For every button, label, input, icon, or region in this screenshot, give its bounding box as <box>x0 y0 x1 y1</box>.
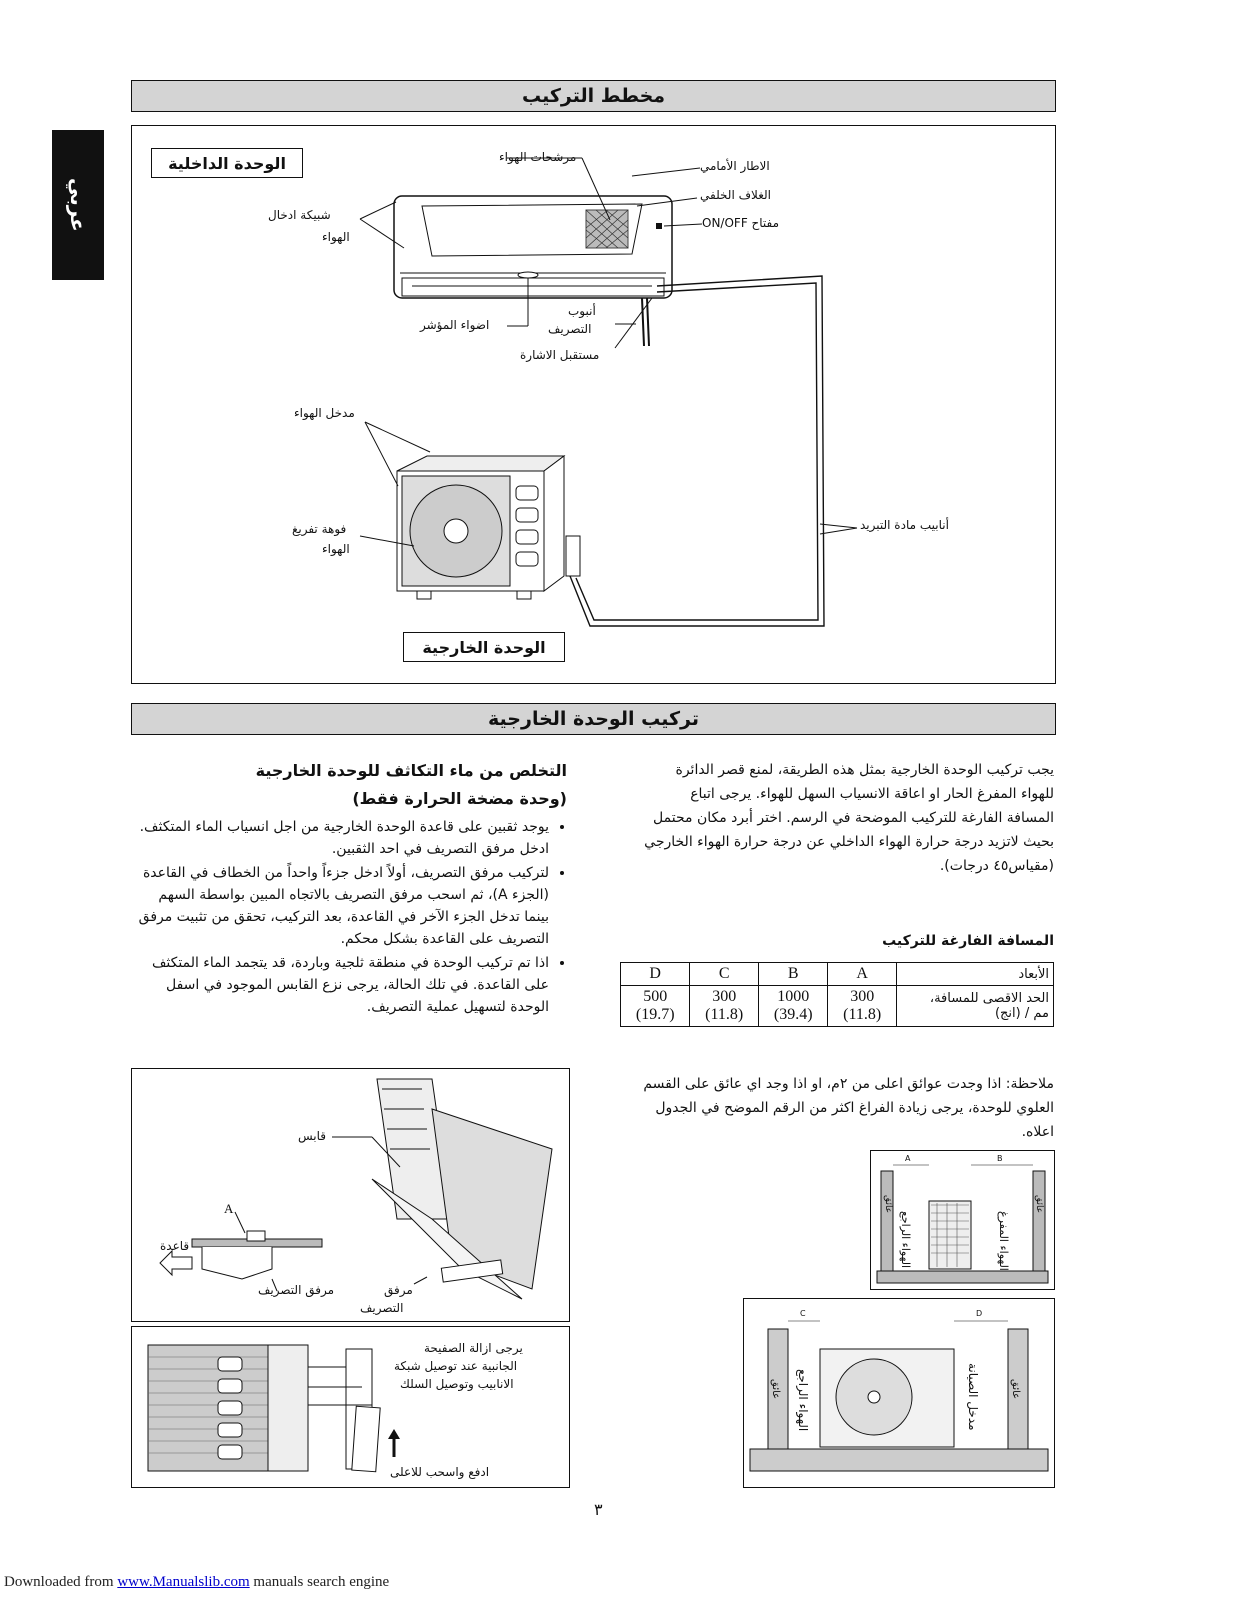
label-drain-fitting-2b: التصريف <box>360 1301 404 1315</box>
label-intake-grille-2: الهواء <box>322 230 350 244</box>
label-front-panel: الاطار الأمامي <box>700 159 770 173</box>
top-return-air: الهواء الراجع <box>899 1211 912 1269</box>
panel-text-3: الانابيب وتوصيل السلك <box>400 1377 514 1391</box>
label-onoff-switch: مفتاح ON/OFF <box>702 216 780 230</box>
top-discharge-air: الهواء المفرغ <box>997 1211 1010 1271</box>
label-intake-grille-1: شبيكة ادخال <box>268 208 331 222</box>
clearance-top-figure <box>870 1150 1055 1290</box>
footer-suffix: manuals search engine <box>249 1574 390 1590</box>
panel-text-1: يرجى ازالة الصفيحة <box>424 1341 523 1355</box>
outdoor-unit-drawing <box>397 456 580 599</box>
col-c: C <box>690 963 759 986</box>
label-plug: قابس <box>298 1129 327 1143</box>
clearance-table-title: المسافة الفارغة للتركيب <box>882 933 1054 949</box>
panel-push-pull: ادفع واسحب للاعلى <box>390 1465 490 1479</box>
header-dimensions: الأبعاد <box>897 963 1054 986</box>
footer-prefix: Downloaded from <box>4 1574 118 1590</box>
drain-bullets <box>131 816 567 1020</box>
dim-a-label: A <box>905 1154 911 1163</box>
label-drain-pipe-1: أنبوب <box>568 304 596 318</box>
side-panel-figure <box>131 1326 570 1488</box>
panel-text-2: الجانبية عند توصيل شبكة <box>394 1359 518 1373</box>
footer-link[interactable]: www.Manualslib.com <box>117 1574 250 1590</box>
dim-b-label: B <box>997 1154 1003 1163</box>
label-air-outlet-1: فوهة تفريغ <box>292 522 347 536</box>
language-tab <box>52 130 104 280</box>
cell-c: 300 (11.8) <box>690 986 759 1027</box>
label-drain-fitting-2a: مرفق <box>384 1283 413 1297</box>
label-air-filters: مرشحات الهواء <box>499 150 577 164</box>
section-title-installation-diagram: مخطط التركيب <box>131 80 1056 112</box>
dim-c-label: C <box>800 1309 806 1318</box>
cell-b: 1000 (39.4) <box>758 986 827 1027</box>
top-obstacle-right: عائق <box>1034 1195 1044 1214</box>
note-paragraph: ملاحظة: اذا وجدت عوائق اعلى من ٢م، او اذا وجد اي عائق على القسم العلوي للوحدة، يرجى زيادة الفراغ اكثر من الرقم الموضح في الجدول اعلاه. <box>643 1076 1054 1140</box>
label-refrigerant-pipes: أنابيب مادة التبريد <box>860 518 949 532</box>
front-service-inlet: مدخل الصيانة <box>966 1363 980 1431</box>
clearance-table <box>620 962 1054 1027</box>
label-indicator-lights: اضواء المؤشر <box>420 318 490 332</box>
drain-title-2: (وحدة مضخة الحرارة فقط) <box>352 789 567 808</box>
drain-fitting-figure <box>131 1068 570 1322</box>
label-rear-case: الغلاف الخلفي <box>700 188 771 202</box>
front-obstacle-left: عائق <box>770 1379 781 1400</box>
label-base: قاعدة <box>160 1239 190 1253</box>
col-a: A <box>828 963 897 986</box>
row-max-distance: الحد الاقصى للمسافة، مم / (انج) <box>897 986 1054 1027</box>
col-d: D <box>621 963 690 986</box>
front-return-air: الهواء الراجع <box>796 1369 810 1432</box>
bullet-2: • لتركيب مرفق التصريف، أولاً ادخل جزءاً واحداً من الخطاف في القاعدة (الجزء A)، ثم اسحب مرفق التصريف بالاتجاه المبين بواسطة السهم بينما تدخل الجزء الآخر في القاعدة، بعد التركيب، تحقق من تثبيت مرفق التصريف على القاعدة بشكل محكم. <box>131 862 549 950</box>
front-obstacle-right: عائق <box>1010 1379 1021 1400</box>
cell-a: 300 (11.8) <box>828 986 897 1027</box>
clearance-front-figure <box>743 1298 1055 1488</box>
bullet-1-extra: ادخل مرفق التصريف في احد الثقبين. <box>331 841 549 857</box>
indoor-unit-label: الوحدة الداخلية <box>151 148 303 178</box>
page-number: ٣ <box>594 1500 603 1519</box>
label-drain-pipe-2: التصريف <box>548 322 592 336</box>
dim-d-label: D <box>976 1309 983 1318</box>
language-tab-label: عربي <box>66 178 90 232</box>
top-obstacle-left: عائق <box>883 1195 893 1214</box>
installation-diagram-frame <box>131 125 1056 684</box>
bullet-1: • يوجد ثقبين على قاعدة الوحدة الخارجية من اجل انسياب الماء المتكثف. ادخل مرفق التصريف في احد الثقبين. <box>131 816 549 860</box>
section-title-outdoor-installation: تركيب الوحدة الخارجية <box>131 703 1056 735</box>
drain-title-1: التخلص من ماء التكاثف للوحدة الخارجية <box>255 761 567 780</box>
label-air-inlet: مدخل الهواء <box>294 406 355 420</box>
label-part-a: A <box>224 1201 234 1216</box>
label-signal-receiver: مستقبل الاشارة <box>520 348 600 362</box>
outdoor-unit-label: الوحدة الخارجية <box>403 632 565 662</box>
label-air-outlet-2: الهواء <box>322 542 350 556</box>
bullet-3: • اذا تم تركيب الوحدة في منطقة ثلجية وباردة، قد يتجمد الماء المتكثف على القاعدة. في تلك الحالة، يرجى نزع القابس الموجود في اسفل الوحدة لتسهيل عملية التصريف. <box>131 952 549 1018</box>
cell-d: 500 (19.7) <box>621 986 690 1027</box>
col-b: B <box>758 963 827 986</box>
intro-paragraph: يجب تركيب الوحدة الخارجية بمثل هذه الطريقة، لمنع قصر الدائرة للهواء المفرغ الحار او اعاقة الانسياب السهل للهواء. يرجى اتباع المسافة الفارغة للتركيب الموضحة في الرسم. اختر أبرد مكان محتمل بحيث لاتزيد درجة حرارة الهواء الداخلي عن درجة حرارة الهواء الخارجي (مقياس٤٥ درجات). <box>644 762 1054 874</box>
footer <box>4 1574 389 1591</box>
label-drain-fitting: مرفق التصريف <box>258 1283 335 1297</box>
